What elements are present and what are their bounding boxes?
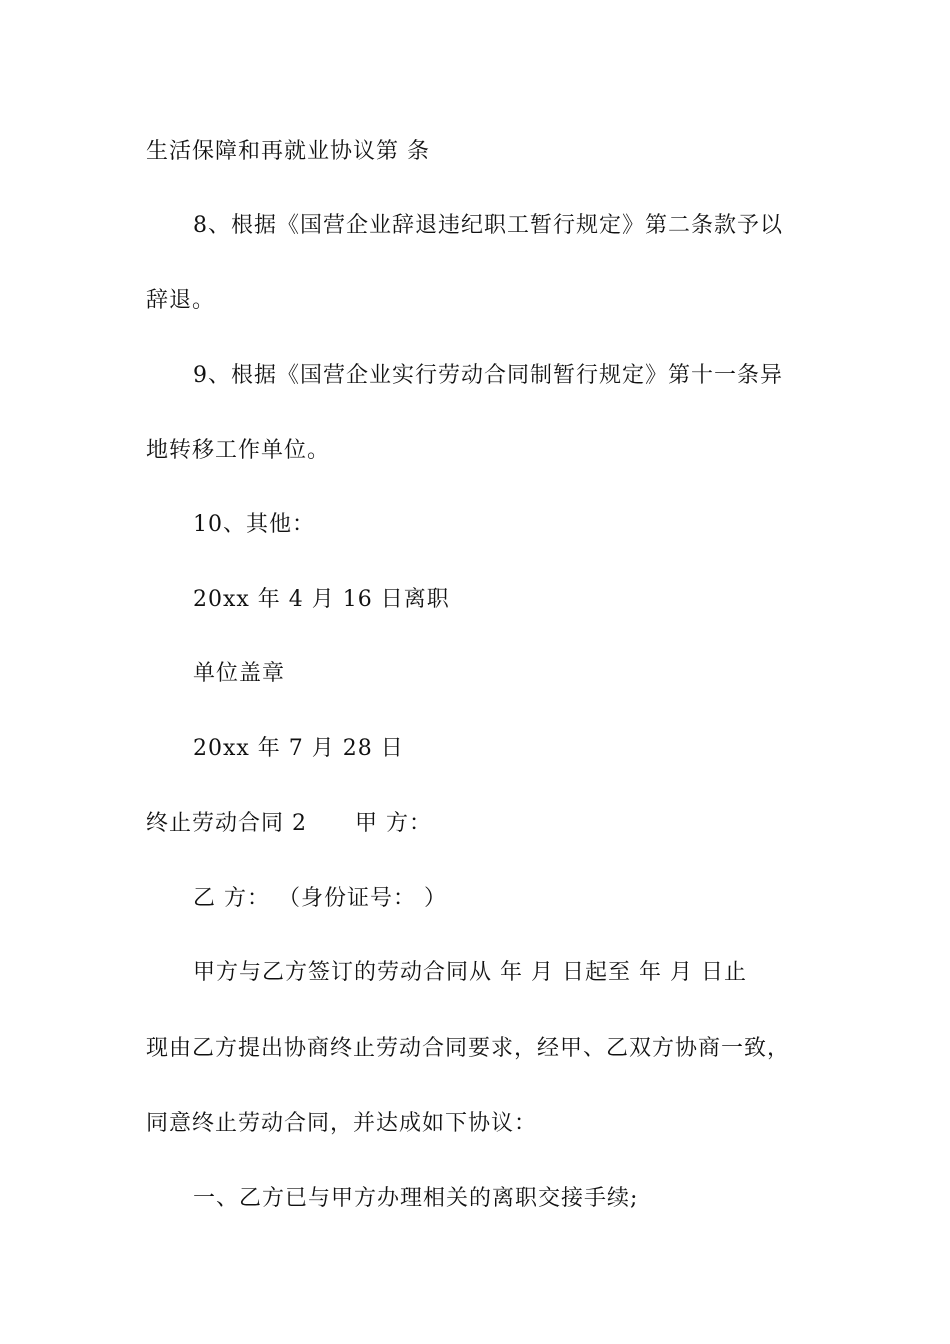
text-line: 10、其他：	[193, 512, 315, 537]
text-line: 9、根据《国营企业实行劳动合同制暂行规定》第十一条异	[193, 363, 783, 388]
text-line: 同意终止劳动合同，并达成如下协议：	[146, 1111, 538, 1136]
text-line: 地转移工作单位。	[146, 438, 331, 463]
text-line: 乙 方： （身份证号： ）	[193, 886, 447, 911]
text-line: 甲方与乙方签订的劳动合同从 年 月 日起至 年 月 日止	[193, 960, 747, 985]
text-line: 8、根据《国营企业辞退违纪职工暂行规定》第二条款予以	[193, 213, 783, 238]
text-line: 一、乙方已与甲方办理相关的离职交接手续;	[193, 1186, 639, 1211]
text-line: 辞退。	[146, 288, 216, 313]
text-line: 20xx 年 4 月 16 日离职	[193, 587, 450, 612]
text-line: 终止劳动合同 2 甲 方：	[146, 811, 432, 836]
text-line: 生活保障和再就业协议第 条	[146, 139, 430, 164]
text-line: 20xx 年 7 月 28 日	[193, 736, 404, 761]
text-line: 现由乙方提出协商终止劳动合同要求，经甲、乙双方协商一致，	[146, 1036, 791, 1061]
text-line: 单位盖章	[193, 661, 286, 686]
